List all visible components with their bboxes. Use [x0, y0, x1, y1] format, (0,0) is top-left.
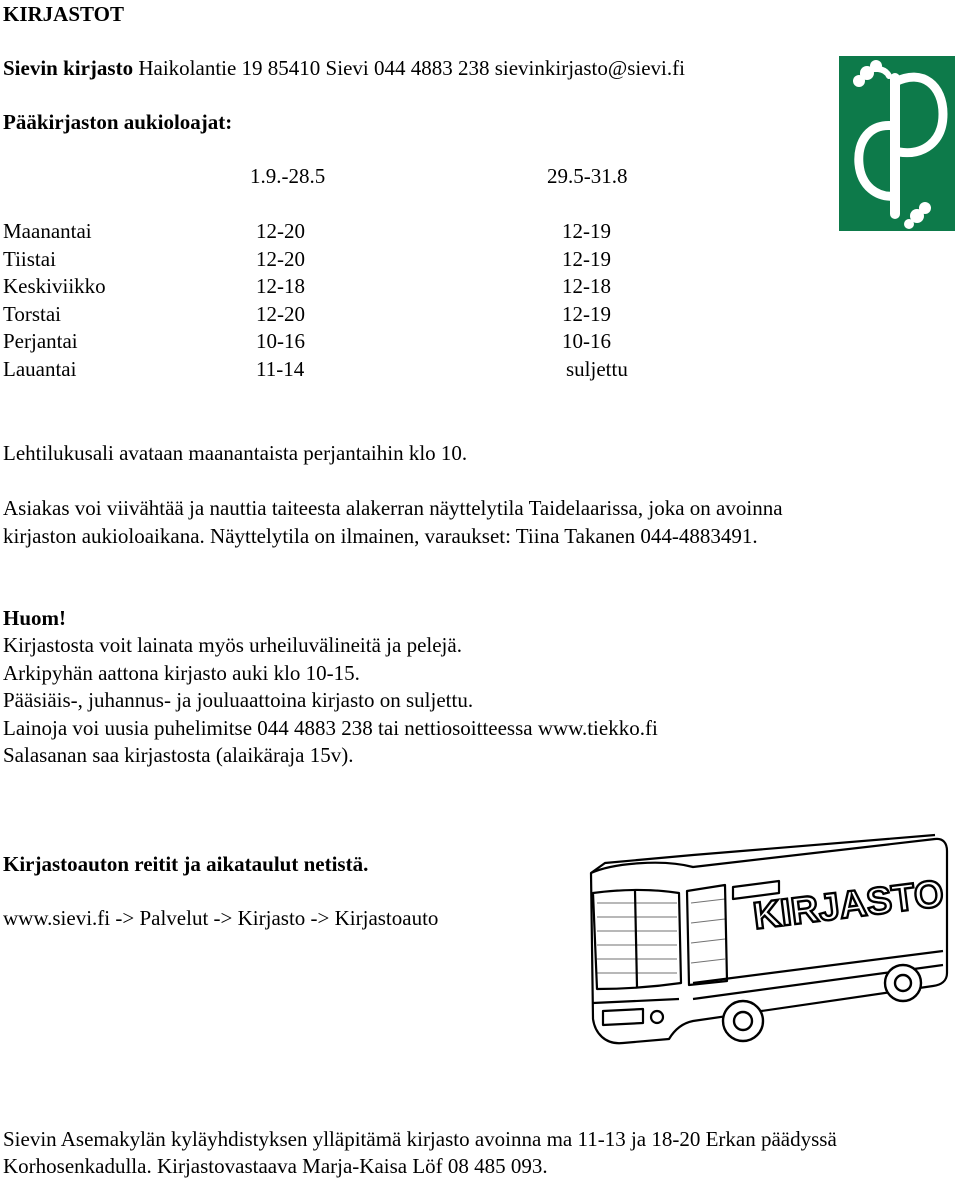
day-label: Maanantai	[3, 219, 92, 243]
library-name: Sievin kirjasto	[3, 56, 134, 80]
bookmobile-illustration	[583, 833, 951, 1056]
bookmobile-title: Kirjastoauton reitit ja aikataulut netistä.	[3, 852, 369, 876]
hours-period-2: 10-16	[562, 329, 611, 354]
hours-title: Pääkirjaston aukioloajat:	[3, 110, 233, 134]
hours-period-1: 12-18	[256, 274, 305, 299]
notice-line: Pääsiäis-, juhannus- ja jouluaattoina kirjasto on suljettu.	[3, 688, 474, 712]
footer-line-2: Korhosenkadulla. Kirjastovastaava Marja-Kaisa Löf 08 485 093.	[3, 1154, 548, 1178]
notice-title: Huom!	[3, 606, 66, 630]
day-label: Tiistai	[3, 246, 56, 271]
library-logo-icon	[839, 56, 955, 231]
hours-period-1: 12-20	[256, 301, 305, 326]
hours-period-1: 10-16	[256, 329, 305, 354]
hours-period-1: 12-20	[256, 246, 305, 271]
footer-line-1: Sievin Asemakylän kyläyhdistyksen ylläpitämä kirjasto avoinna ma 11-13 ja 18-20 Erkan päädyssä	[3, 1127, 837, 1151]
gallery-text-line-1: Asiakas voi viivähtää ja nauttia taiteesta alakerran näyttelytila Taidelaarissa, joka on avoinna	[3, 496, 783, 520]
page-title: KIRJASTOT	[3, 2, 124, 26]
reading-room-text: Lehtilukusali avataan maanantaista perjantaihin klo 10.	[3, 441, 468, 465]
notice-line: Lainoja voi uusia puhelimitse 044 4883 238 tai nettiosoitteessa www.tiekko.fi	[3, 716, 658, 740]
hours-period-1: 11-14	[256, 356, 305, 381]
day-label: Lauantai	[3, 356, 77, 381]
notice-line: Arkipyhän aattona kirjasto auki klo 10-15.	[3, 661, 360, 685]
bus-side-text: KIRJASTO	[750, 872, 947, 938]
library-contact: Haikolantie 19 85410 Sievi 044 4883 238 sievinkirjasto@sievi.fi	[133, 56, 685, 80]
library-contact-line	[3, 54, 685, 82]
notice-line: Kirjastosta voit lainata myös urheiluvälineitä ja pelejä.	[3, 633, 462, 657]
hours-period-2: 12-19	[562, 219, 611, 243]
notice-line: Salasanan saa kirjastosta (alaikäraja 15v).	[3, 743, 354, 767]
period-2-header: 29.5-31.8	[547, 164, 628, 188]
hours-period-1: 12-20	[256, 219, 305, 243]
day-label: Torstai	[3, 301, 62, 326]
bookmobile-path: www.sievi.fi -> Palvelut -> Kirjasto -> Kirjastoauto	[3, 906, 439, 930]
hours-period-2: suljettu	[566, 356, 628, 381]
day-label: Keskiviikko	[3, 274, 106, 299]
period-1-header: 1.9.-28.5	[250, 164, 326, 188]
gallery-text-line-2: kirjaston aukioloaikana. Näyttelytila on ilmainen, varaukset: Tiina Takanen 044-4883491.	[3, 524, 758, 548]
hours-period-2: 12-19	[562, 246, 611, 271]
day-label: Perjantai	[3, 329, 78, 354]
hours-period-2: 12-19	[562, 301, 611, 326]
hours-period-2: 12-18	[562, 274, 611, 299]
